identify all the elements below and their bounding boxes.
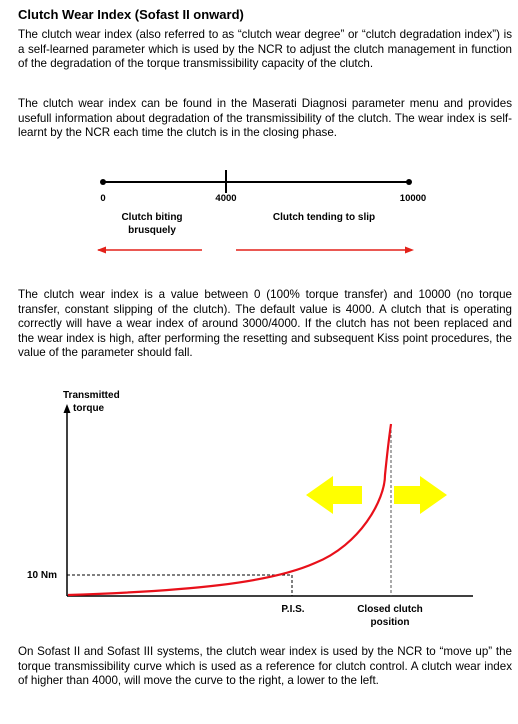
location-paragraph: The clutch wear index can be found in the Maserati Diagnosi parameter menu and provides usefull information about degradation of the transmissibility of the clutch. The wear index is self-learnt by the NCR each time the clutch is in the closing phase.	[18, 97, 512, 140]
torque-curve-diagram	[0, 380, 518, 635]
biting-caption-line2: brusquely	[128, 225, 176, 236]
sofast-paragraph: On Sofast II and Sofast III systems, the clutch wear index is used by the NCR to “move up” the torque transmissibility curve which is used as a reference for clutch control. A clutch wear index of higher than 4000, will move the curve to the right, a lower to the left.	[18, 645, 512, 688]
scale-max-label: 10000	[399, 193, 427, 204]
biting-caption-line1: Clutch biting	[121, 212, 183, 223]
scale-start-dot	[100, 179, 106, 185]
scale-mid-label: 4000	[215, 193, 237, 204]
left-red-arrow-head	[97, 247, 106, 254]
closed-position-label-line2: position	[370, 617, 410, 628]
slip-caption: Clutch tending to slip	[272, 212, 376, 223]
page-title: Clutch Wear Index (Sofast II onward)	[18, 7, 244, 22]
torque-curve	[68, 424, 391, 595]
shift-right-arrow	[394, 476, 447, 514]
scale-end-dot	[406, 179, 412, 185]
pis-label: P.I.S.	[281, 604, 305, 615]
scale-min-label: 0	[100, 193, 106, 204]
y-axis-arrow-head	[64, 404, 71, 413]
closed-position-label-line1: Closed clutch	[357, 604, 423, 615]
y-axis-label-line2: torque	[73, 403, 105, 414]
y-axis-label-line1: Transmitted	[63, 390, 120, 401]
shift-left-arrow	[306, 476, 362, 514]
right-red-arrow-head	[405, 247, 414, 254]
wear-index-scale-diagram	[0, 160, 518, 265]
value-range-paragraph: The clutch wear index is a value between 0 (100% torque transfer) and 10000 (no torque transfer, constant slipping of the clutch). The default value is 4000. A clutch that is operating correctly will have a wear index of around 3000/4000. If the clutch has not been replaced and the wear index is high, after performing the resetting and subsequent Kiss point procedures, the value of the parameter should fall.	[18, 288, 512, 360]
ten-nm-label: 10 Nm	[27, 570, 58, 581]
intro-paragraph: The clutch wear index (also referred to as “clutch wear degree” or “clutch degradation index”) is a self-learned parameter which is used by the NCR to adjust the clutch management in function of the degradation of the torque transmissibility capacity of the clutch.	[18, 28, 512, 71]
